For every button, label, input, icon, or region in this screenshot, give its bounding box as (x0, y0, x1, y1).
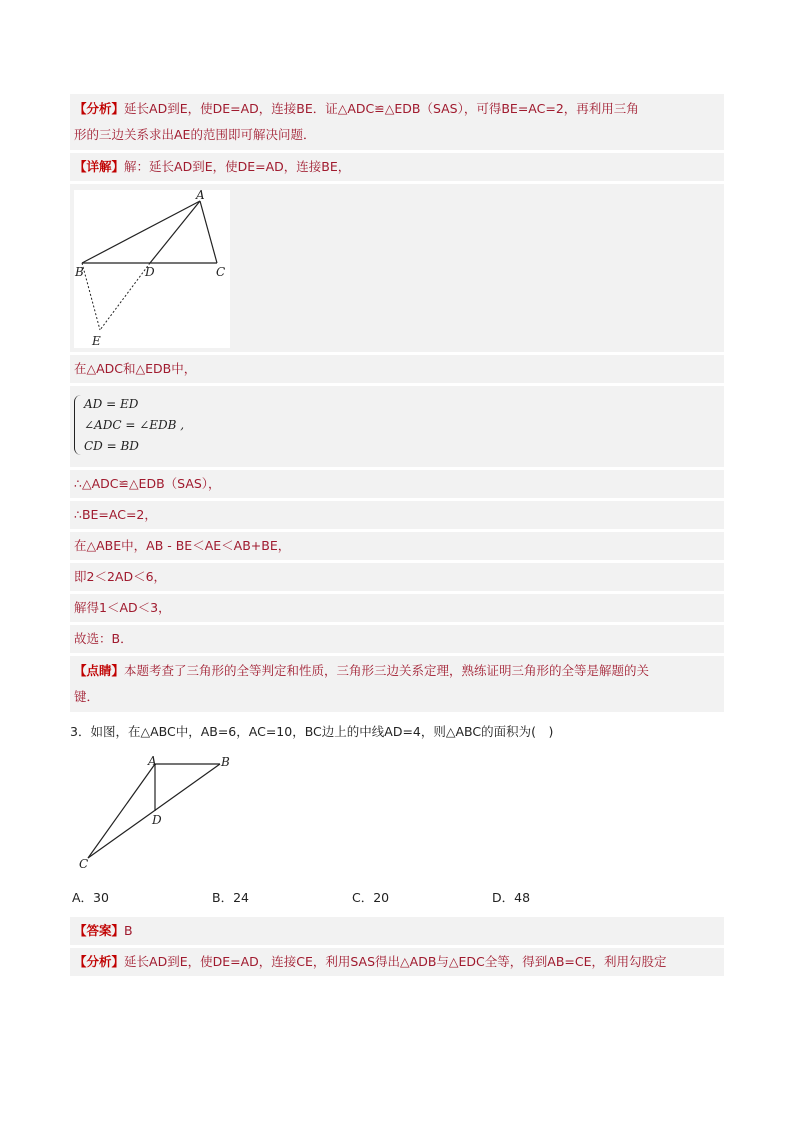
in-triangles-line (70, 355, 724, 383)
comment-text-line2: 键． (74, 689, 100, 704)
triangle-abc-median-diagram (70, 754, 240, 872)
detail-block (70, 153, 724, 181)
label-d: D (145, 265, 155, 279)
choice-b[interactable]: B．24 (212, 890, 249, 905)
detail-text: 解：延长AD到E，使DE=AD，连接BE， (124, 159, 351, 174)
step-1 (70, 470, 724, 498)
answer-tag: 【答案】 (74, 923, 125, 938)
label-a: A (148, 754, 157, 768)
congruence-system (70, 386, 724, 467)
choice-d[interactable]: D．48 (492, 890, 531, 905)
comment-text-line1: 本题考查了三角形的全等判定和性质，三角形三边关系定理，熟练证明三角形的全等是解题的关 (124, 663, 650, 678)
figure1-row (70, 184, 724, 352)
system-line3: CD = BD (84, 439, 139, 453)
comment-tag: 【点睛】 (74, 663, 125, 678)
analysis-block (70, 94, 724, 150)
step-4 (70, 563, 724, 591)
step-2 (70, 501, 724, 529)
step-4-text: 即2＜2AD＜6， (74, 569, 167, 584)
choice-a[interactable]: A．30 (72, 890, 109, 905)
choices (70, 885, 724, 911)
detail-tag: 【详解】 (74, 159, 125, 174)
analysis-text-line1: 延长AD到E，使DE=AD，连接BE．证△ADC≌△EDB（SAS），可得BE=AC=2，再利用三角 (124, 101, 639, 116)
step-5-text: 解得1＜AD＜3， (74, 600, 171, 615)
answer-block (70, 917, 724, 945)
answer-text: B (124, 923, 133, 938)
label-c: C (216, 265, 226, 279)
analysis-tag: 【分析】 (74, 101, 125, 116)
step-1-text: ∴△ADC≌△EDB（SAS）， (74, 476, 221, 491)
step-5 (70, 594, 724, 622)
document-page (70, 94, 724, 979)
step-2-text: ∴BE=AC=2， (74, 507, 157, 522)
step-6-text: 故选：B． (74, 631, 133, 646)
analysis-text-line2: 形的三边关系求出AE的范围即可解决问题． (74, 127, 316, 142)
label-c: C (79, 857, 89, 871)
choice-c[interactable]: C．20 (352, 890, 390, 905)
triangle-figure-1 (74, 190, 230, 348)
step-6 (70, 625, 724, 653)
comment-block (70, 656, 724, 712)
analysis2-tag: 【分析】 (74, 954, 125, 969)
triangle-abc-diagram (74, 190, 230, 348)
analysis2-text: 延长AD到E，使DE=AD，连接CE，利用SAS得出△ADB与△EDC全等，得到AB=CE，利用勾股定 (124, 954, 667, 969)
figure2-row (70, 754, 724, 875)
label-d: D (152, 813, 162, 827)
left-brace-icon (74, 395, 81, 455)
question-3 (70, 718, 724, 746)
system-line2: ∠ADC = ∠EDB , (84, 418, 185, 432)
label-b: B (75, 265, 84, 279)
step-3-text: 在△ABE中，AB - BE＜AE＜AB+BE， (74, 538, 291, 553)
label-b: B (221, 755, 230, 769)
analysis2-block (70, 948, 724, 976)
question-3-text: 3．如图，在△ABC中，AB=6，AC=10，BC边上的中线AD=4，则△ABC的面积为( ) (70, 724, 554, 739)
step-3 (70, 532, 724, 560)
label-e: E (92, 334, 101, 348)
system-line1: AD = ED (84, 397, 139, 411)
label-a: A (196, 190, 205, 202)
in-triangles-text: 在△ADC和△EDB中， (74, 361, 197, 376)
